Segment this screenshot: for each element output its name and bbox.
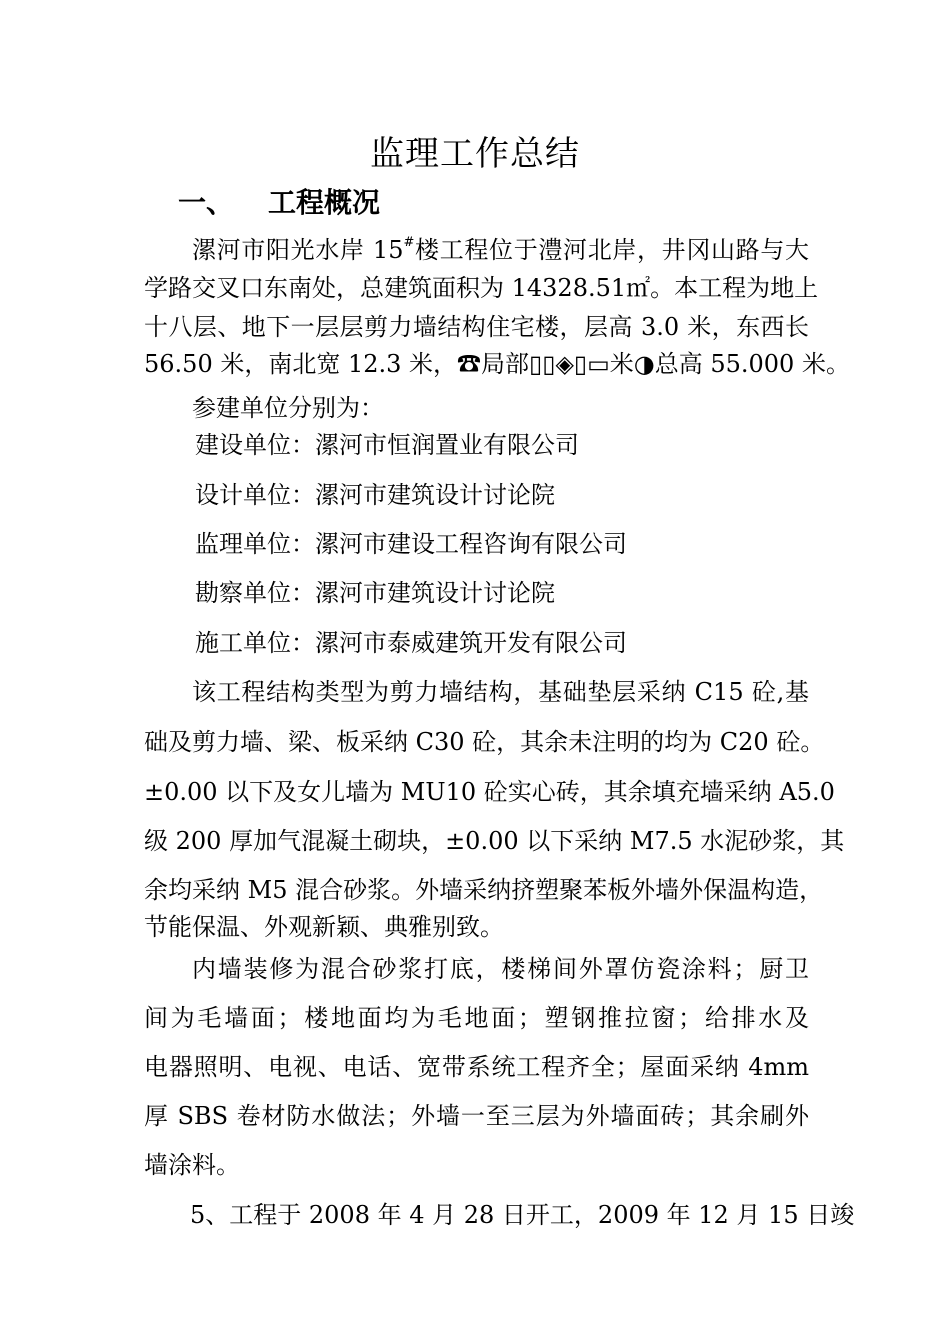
paragraph-line: 5、工程于 2008 年 4 月 28 日开工，2009 年 12 月 15 日竣: [190, 1201, 855, 1229]
paragraph-line: 础及剪力墙、梁、板采纳 C30 砼，其余未注明的均为 C20 砼。: [144, 728, 825, 756]
paragraph-line: 内墙装修为混合砂浆打底，楼梯间外罩仿瓷涂料；厨卫: [192, 955, 809, 983]
paragraph-line: 墙涂料。: [144, 1151, 240, 1179]
paragraph-line: 56.50 米，南北宽 12.3 米，☎局部▯▯◈▯▭米◑总高 55.000 米。: [144, 350, 850, 378]
paragraph-line: 厚 SBS 卷材防水做法；外墙一至三层为外墙面砖；其余刷外: [144, 1102, 809, 1130]
paragraph-line: 间为毛墙面；楼地面均为毛地面；塑钢推拉窗；给排水及: [144, 1004, 809, 1032]
paragraph-line: 该工程结构类型为剪力墙结构，基础垫层采纳 C15 砼,基: [192, 678, 809, 706]
paragraph-line: 学路交叉口东南处，总建筑面积为 14328.51㎡。本工程为地上: [144, 274, 819, 302]
section-number: 一、: [178, 186, 235, 219]
section-heading: [178, 181, 380, 221]
participant-row: 监理单位：漯河市建设工程咨询有限公司: [195, 530, 627, 558]
paragraph-line: 十八层、地下一层层剪力墙结构住宅楼，层高 3.0 米，东西长: [144, 313, 809, 341]
participant-row: 建设单位：漯河市恒润置业有限公司: [195, 431, 579, 459]
section-title: 工程概况: [268, 186, 381, 219]
paragraph-line: 电器照明、电视、电话、宽带系统工程齐全；屋面采纳 4mm: [144, 1053, 809, 1081]
participant-row: 勘察单位：漯河市建筑设计讨论院: [195, 579, 555, 607]
document-title: 监理工作总结: [370, 134, 580, 174]
participant-row: 设计单位：漯河市建筑设计讨论院: [195, 481, 555, 509]
paragraph-line: ±0.00 以下及女儿墙为 MU10 砼实心砖，其余填充墙采纳 A5.0: [144, 778, 835, 806]
paragraph-line: 级 200 厚加气混凝土砌块，±0.00 以下采纳 M7.5 水泥砂浆，其: [144, 827, 845, 855]
participant-row: 施工单位：漯河市泰威建筑开发有限公司: [195, 629, 627, 657]
participants-intro: 参建单位分别为：: [192, 394, 384, 422]
paragraph-line: 余均采纳 M5 混合砂浆。外墙采纳挤塑聚苯板外墙外保温构造，: [144, 876, 824, 904]
paragraph-line: 节能保温、外观新颖、典雅别致。: [144, 913, 504, 941]
paragraph-line: 漯河市阳光水岸 15#楼工程位于澧河北岸，井冈山路与大: [192, 235, 810, 264]
